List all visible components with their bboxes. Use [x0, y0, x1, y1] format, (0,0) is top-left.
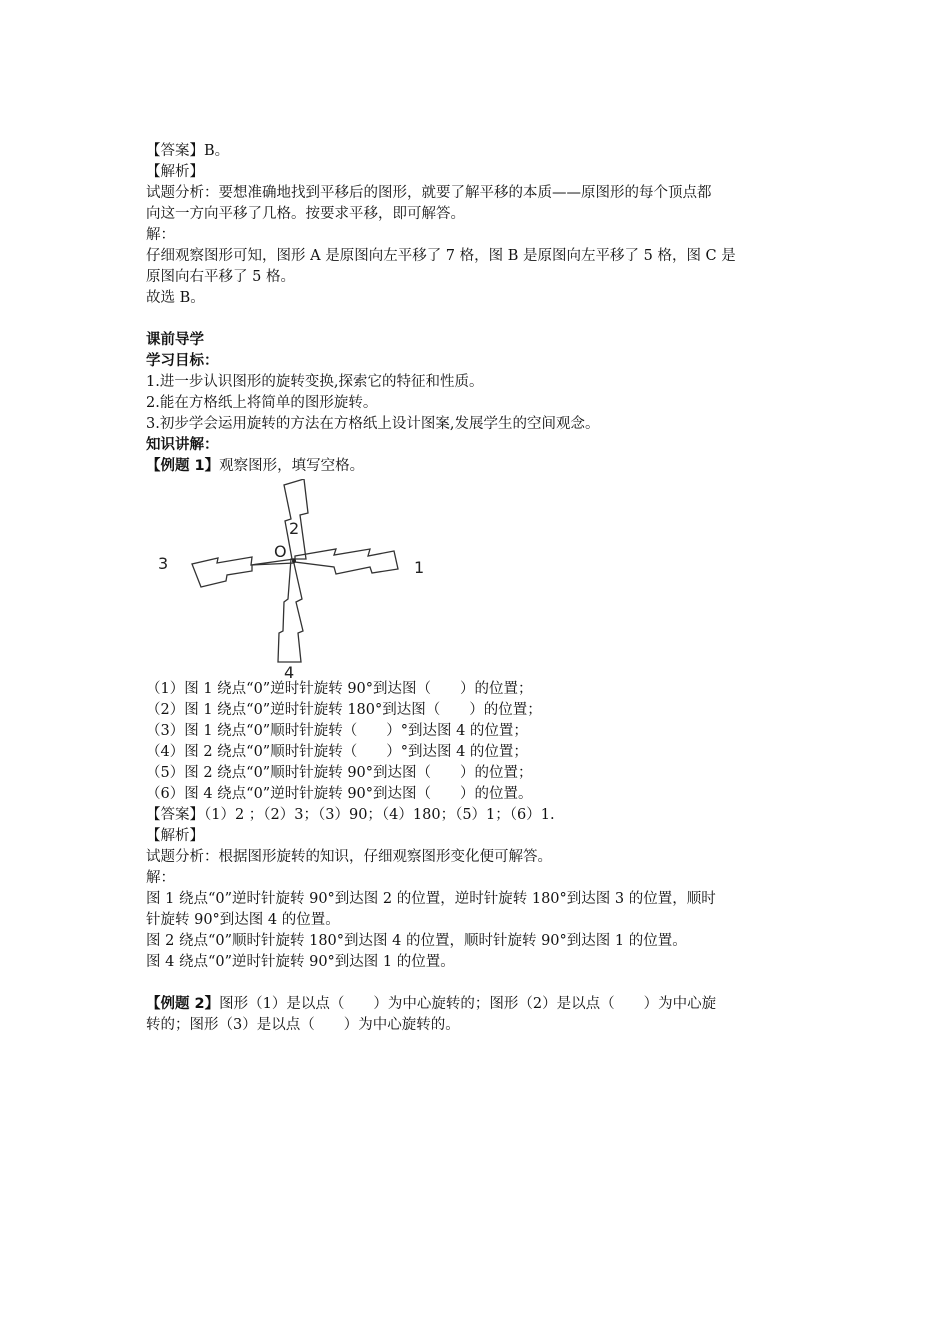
example1-solution-line: 针旋转 90°到达图 4 的位置。	[146, 912, 340, 928]
example2-label: 【例题 2】	[146, 996, 220, 1012]
example1-solution-line: 图 2 绕点“0”顺时针旋转 180°到达图 4 的位置，顺时针旋转 90°到达图 1 的位置。	[146, 933, 687, 949]
arm-label-4: 4	[284, 663, 295, 679]
prev-analysis-header: 【解析】	[146, 164, 204, 180]
example2-line-1	[146, 994, 816, 1015]
question-6: （6）图 4 绕点“0”逆时针旋转 90°到达图（ ）的位置。	[146, 786, 533, 802]
example1-answer: 【答案】（1）2 ；（2）3；（3）90；（4）180；（5）1；（6）1.	[146, 807, 555, 823]
arm-label-2: 2	[289, 519, 300, 538]
rotation-figure	[146, 479, 816, 679]
example1-prompt: 观察图形，填写空格。	[219, 458, 365, 474]
question-4: （4）图 2 绕点“0”顺时针旋转（ ）°到达图 4 的位置；	[146, 744, 528, 760]
prev-solution-line-2: 原图向右平移了 5 格。	[146, 269, 295, 285]
example1-analysis-header: 【解析】	[146, 828, 204, 844]
example1-solution-line: 图 4 绕点“0”逆时针旋转 90°到达图 1 的位置。	[146, 954, 455, 970]
example1-label: 【例题 1】	[146, 458, 220, 474]
example1-solution-line: 图 1 绕点“0”逆时针旋转 90°到达图 2 的位置，逆时针旋转 180°到达图 3 的位置，顺时	[146, 891, 716, 907]
goal-item: 1.进一步认识图形的旋转变换,探索它的特征和性质。	[146, 374, 484, 390]
example1-heading	[146, 456, 816, 477]
prev-answer: 【答案】B。	[146, 143, 230, 159]
center-label: O	[274, 542, 287, 561]
rotation-figure-svg	[146, 479, 446, 679]
example1-solution-label: 解：	[146, 870, 175, 886]
question-2: （2）图 1 绕点“0”逆时针旋转 180°到达图（ ）的位置；	[146, 702, 542, 718]
goals-header: 学习目标：	[146, 353, 219, 369]
prev-analysis-line-2: 向这一方向平移了几格。按要求平移，即可解答。	[146, 206, 465, 222]
arm-1-shape	[295, 549, 398, 574]
question-5: （5）图 2 绕点“0”顺时针旋转 90°到达图（ ）的位置；	[146, 765, 533, 781]
prev-conclusion: 故选 B。	[146, 290, 205, 306]
goal-item: 3.初步学会运用旋转的方法在方格纸上设计图案,发展学生的空间观念。	[146, 416, 600, 432]
arm-label-1: 1	[414, 558, 425, 577]
knowledge-header: 知识讲解：	[146, 437, 219, 453]
example2-text-1: 图形（1）是以点（ ）为中心旋转的；图形（2）是以点（ ）为中心旋	[219, 996, 717, 1012]
center-point	[292, 559, 296, 563]
document-content	[146, 141, 816, 1036]
question-1: （1）图 1 绕点“0”逆时针旋转 90°到达图（ ）的位置；	[146, 681, 533, 697]
arm-label-3: 3	[158, 554, 169, 573]
question-3: （3）图 1 绕点“0”顺时针旋转（ ）°到达图 4 的位置；	[146, 723, 528, 739]
prev-solution-line-1: 仔细观察图形可知，图形 A 是原图向左平移了 7 格，图 B 是原图向左平移了 5 格，图 C 是	[146, 248, 736, 264]
goal-item: 2.能在方格纸上将简单的图形旋转。	[146, 395, 378, 411]
arm-4-shape	[278, 559, 303, 662]
arm-3-shape	[192, 557, 294, 587]
section-title: 课前导学	[146, 332, 204, 348]
example1-analysis: 试题分析：根据图形旋转的知识，仔细观察图形变化便可解答。	[146, 849, 552, 865]
prev-solution-label: 解：	[146, 227, 175, 243]
example2-line-2: 转的；图形（3）是以点（ ）为中心旋转的。	[146, 1017, 460, 1033]
prev-analysis-line-1: 试题分析：要想准确地找到平移后的图形，就要了解平移的本质——原图形的每个顶点都	[146, 185, 712, 201]
